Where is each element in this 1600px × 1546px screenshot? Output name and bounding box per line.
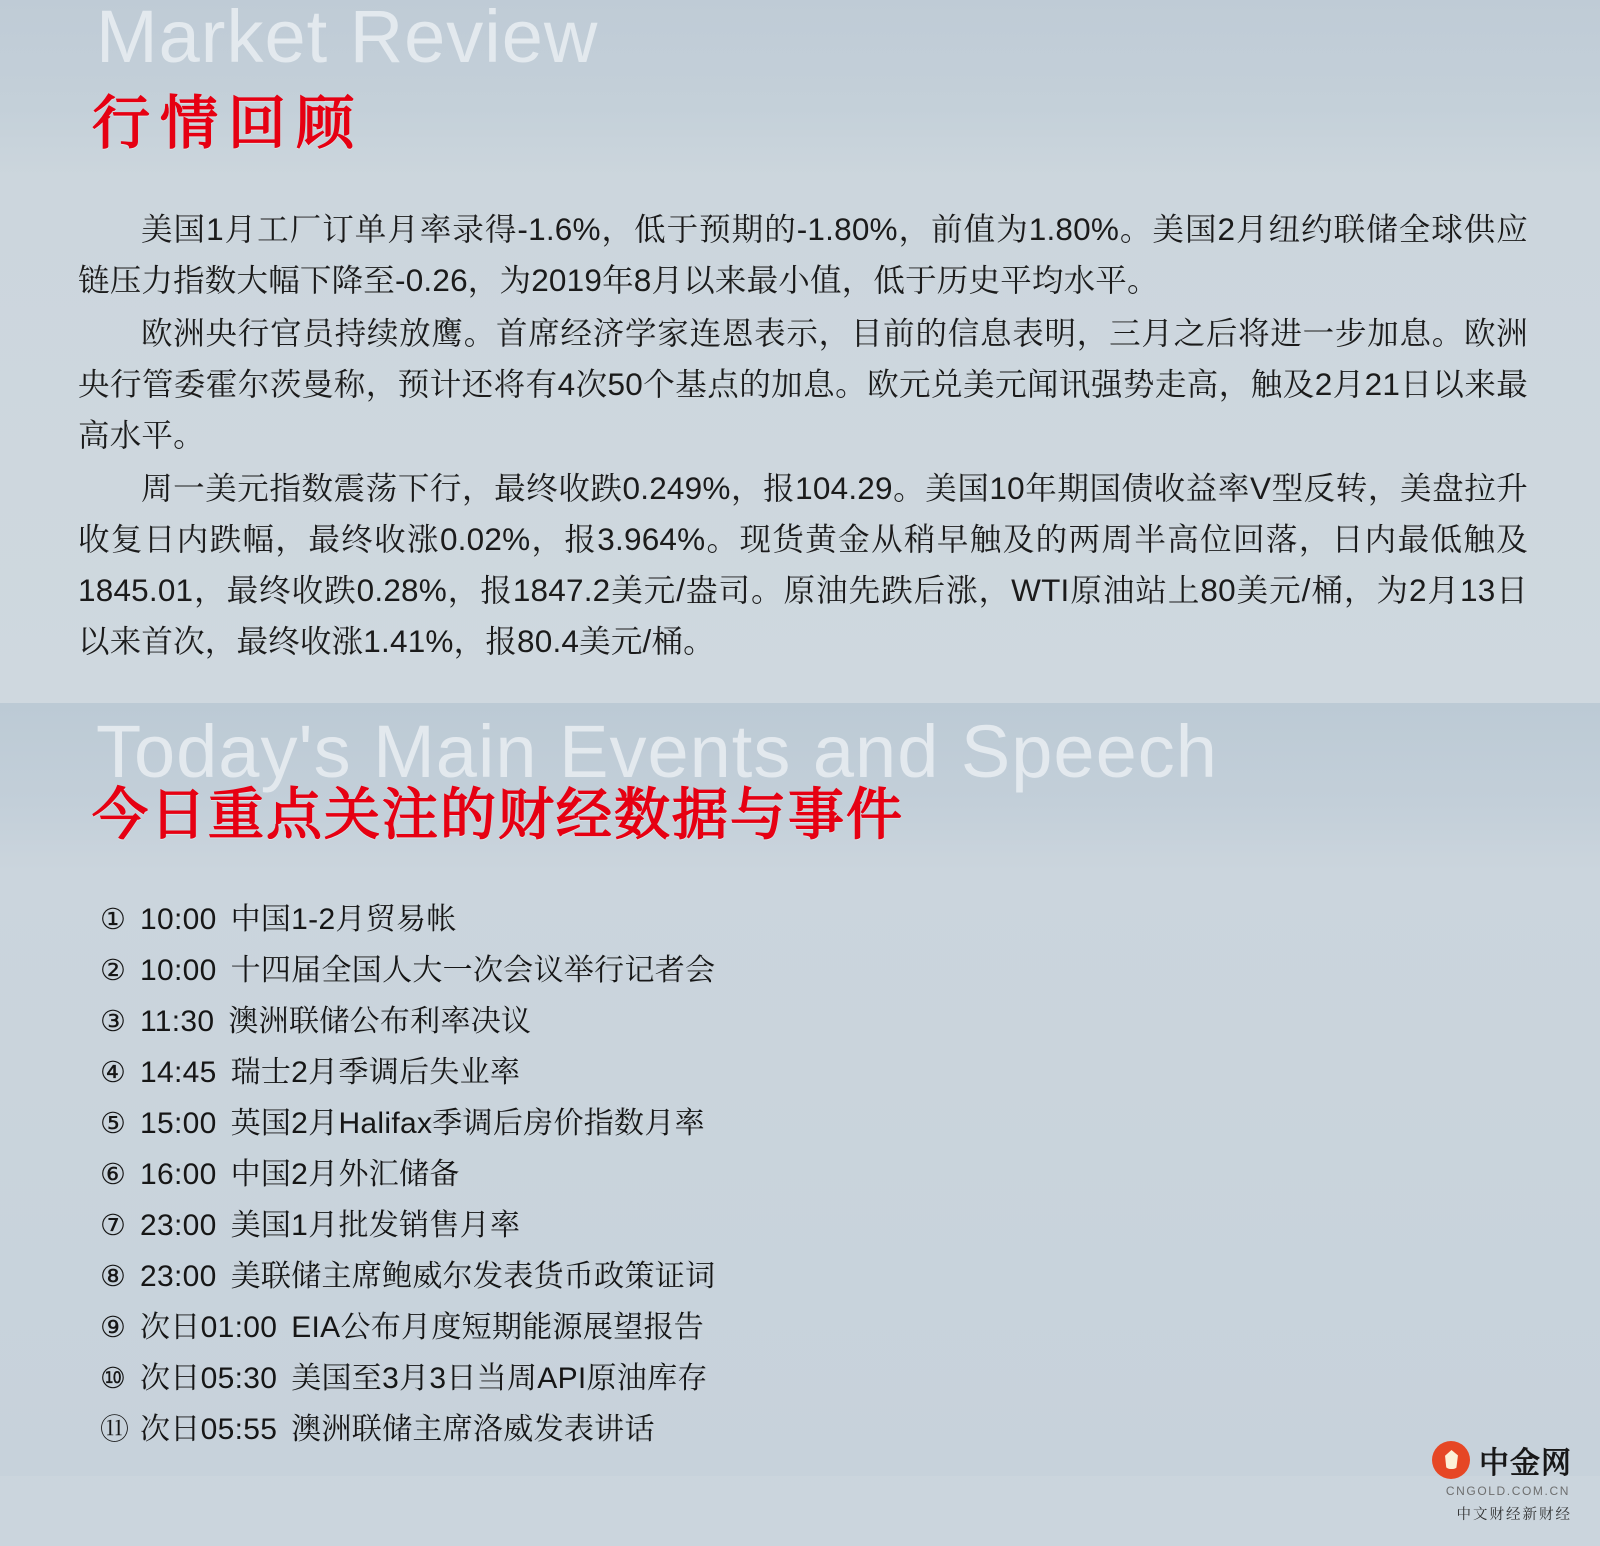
list-item-number: ⑧ <box>100 1261 127 1294</box>
list-item-number: ① <box>100 904 127 937</box>
events-title: 今日重点关注的财经数据与事件 <box>92 783 904 847</box>
list-item-number: ⑪ <box>100 1414 130 1447</box>
flame-icon <box>1432 1441 1470 1479</box>
list-item-text: 美联储主席鲍威尔发表货币政策证词 <box>230 1260 716 1294</box>
watermark-brand-name: 中金网 <box>1479 1447 1572 1480</box>
list-item-text: 中国1-2月贸易帐 <box>230 903 457 937</box>
list-item-text: 澳洲联储公布利率决议 <box>228 1005 532 1039</box>
market-review-ghost-title: Market Review <box>96 0 599 78</box>
market-review-paragraph: 美国1月工厂订单月率录得-1.6%，低于预期的-1.80%，前值为1.80%。美国2月纽约联储全球供应链压力指数大幅下降至-0.26，为2019年8月以来最小值，低于历史平均水平。 <box>78 211 1528 299</box>
list-item-number: ⑦ <box>100 1210 127 1243</box>
market-review-header <box>0 0 1600 178</box>
list-item <box>100 1262 1600 1292</box>
list-item-time: 23:00 <box>140 1260 217 1294</box>
list-item-text: 澳洲联储主席洛威发表讲话 <box>291 1413 655 1447</box>
events-list <box>0 871 1600 1476</box>
list-item-number: ② <box>100 955 127 988</box>
watermark-url: CNGOLD.COM.CN <box>1445 1484 1570 1498</box>
list-item <box>100 956 1600 986</box>
market-review-body <box>0 178 1600 703</box>
list-item-time: 10:00 <box>140 903 217 937</box>
list-item-time: 23:00 <box>140 1209 217 1243</box>
list-item-number: ⑥ <box>100 1159 127 1192</box>
list-item <box>100 1211 1600 1241</box>
list-item-time: 次日05:55 <box>140 1413 278 1447</box>
list-item <box>100 1364 1600 1394</box>
list-item-time: 14:45 <box>140 1056 217 1090</box>
list-item-text: EIA公布月度短期能源展望报告 <box>291 1311 705 1345</box>
watermark-logo <box>1432 1438 1572 1524</box>
list-item <box>100 1058 1600 1088</box>
list-item <box>100 1007 1600 1037</box>
list-item-text: 美国1月批发销售月率 <box>230 1209 521 1243</box>
market-review-paragraph: 周一美元指数震荡下行，最终收跌0.249%，报104.29。美国10年期国债收益率V型反转，美盘拉升收复日内跌幅，最终收涨0.02%，报3.964%。现货黄金从稍早触及的两周半高位回落，日内最低触及1845.01，最终收跌0.28%，报1847.2美元/盎司。原油先跌后涨，WTI原油站上80美元/桶，为2月13日以来首次，最终收涨1.41%，报80.4美元/桶。 <box>78 470 1528 660</box>
list-item-time: 次日01:00 <box>140 1311 278 1345</box>
list-item-text: 十四届全国人大一次会议举行记者会 <box>230 954 716 988</box>
list-item-time: 11:30 <box>140 1005 215 1039</box>
list-item-text: 瑞士2月季调后失业率 <box>230 1056 521 1090</box>
list-item-number: ④ <box>100 1057 127 1090</box>
list-item <box>100 1109 1600 1139</box>
list-item-time: 16:00 <box>140 1158 217 1192</box>
market-review-title: 行情回顾 <box>92 91 365 156</box>
list-item-text: 中国2月外汇储备 <box>230 1158 460 1192</box>
events-ghost-title: Today's Main Events and Speech <box>96 710 1218 794</box>
list-item-time: 15:00 <box>140 1107 217 1141</box>
list-item-text: 美国至3月3日当周API原油库存 <box>291 1362 708 1396</box>
list-item-number: ⑩ <box>100 1363 127 1396</box>
list-item <box>100 905 1600 935</box>
watermark-logo-row <box>1432 1438 1572 1482</box>
list-item-time: 次日05:30 <box>140 1362 278 1396</box>
list-item-number: ⑤ <box>100 1108 127 1141</box>
list-item <box>100 1313 1600 1343</box>
watermark-tagline: 中文财经新财经 <box>1456 1507 1572 1523</box>
list-item-number: ⑨ <box>100 1312 127 1345</box>
list-item <box>100 1160 1600 1190</box>
events-header <box>0 703 1600 871</box>
market-review-paragraph: 欧洲央行官员持续放鹰。首席经济学家连恩表示，目前的信息表明，三月之后将进一步加息。欧洲央行管委霍尔茨曼称，预计还将有4次50个基点的加息。欧元兑美元闻讯强势走高，触及2月21日以来最高水平。 <box>78 315 1528 454</box>
list-item-number: ③ <box>100 1006 127 1039</box>
list-item-text: 英国2月Halifax季调后房价指数月率 <box>230 1107 705 1141</box>
list-item-time: 10:00 <box>140 954 217 988</box>
list-item <box>100 1415 1600 1445</box>
